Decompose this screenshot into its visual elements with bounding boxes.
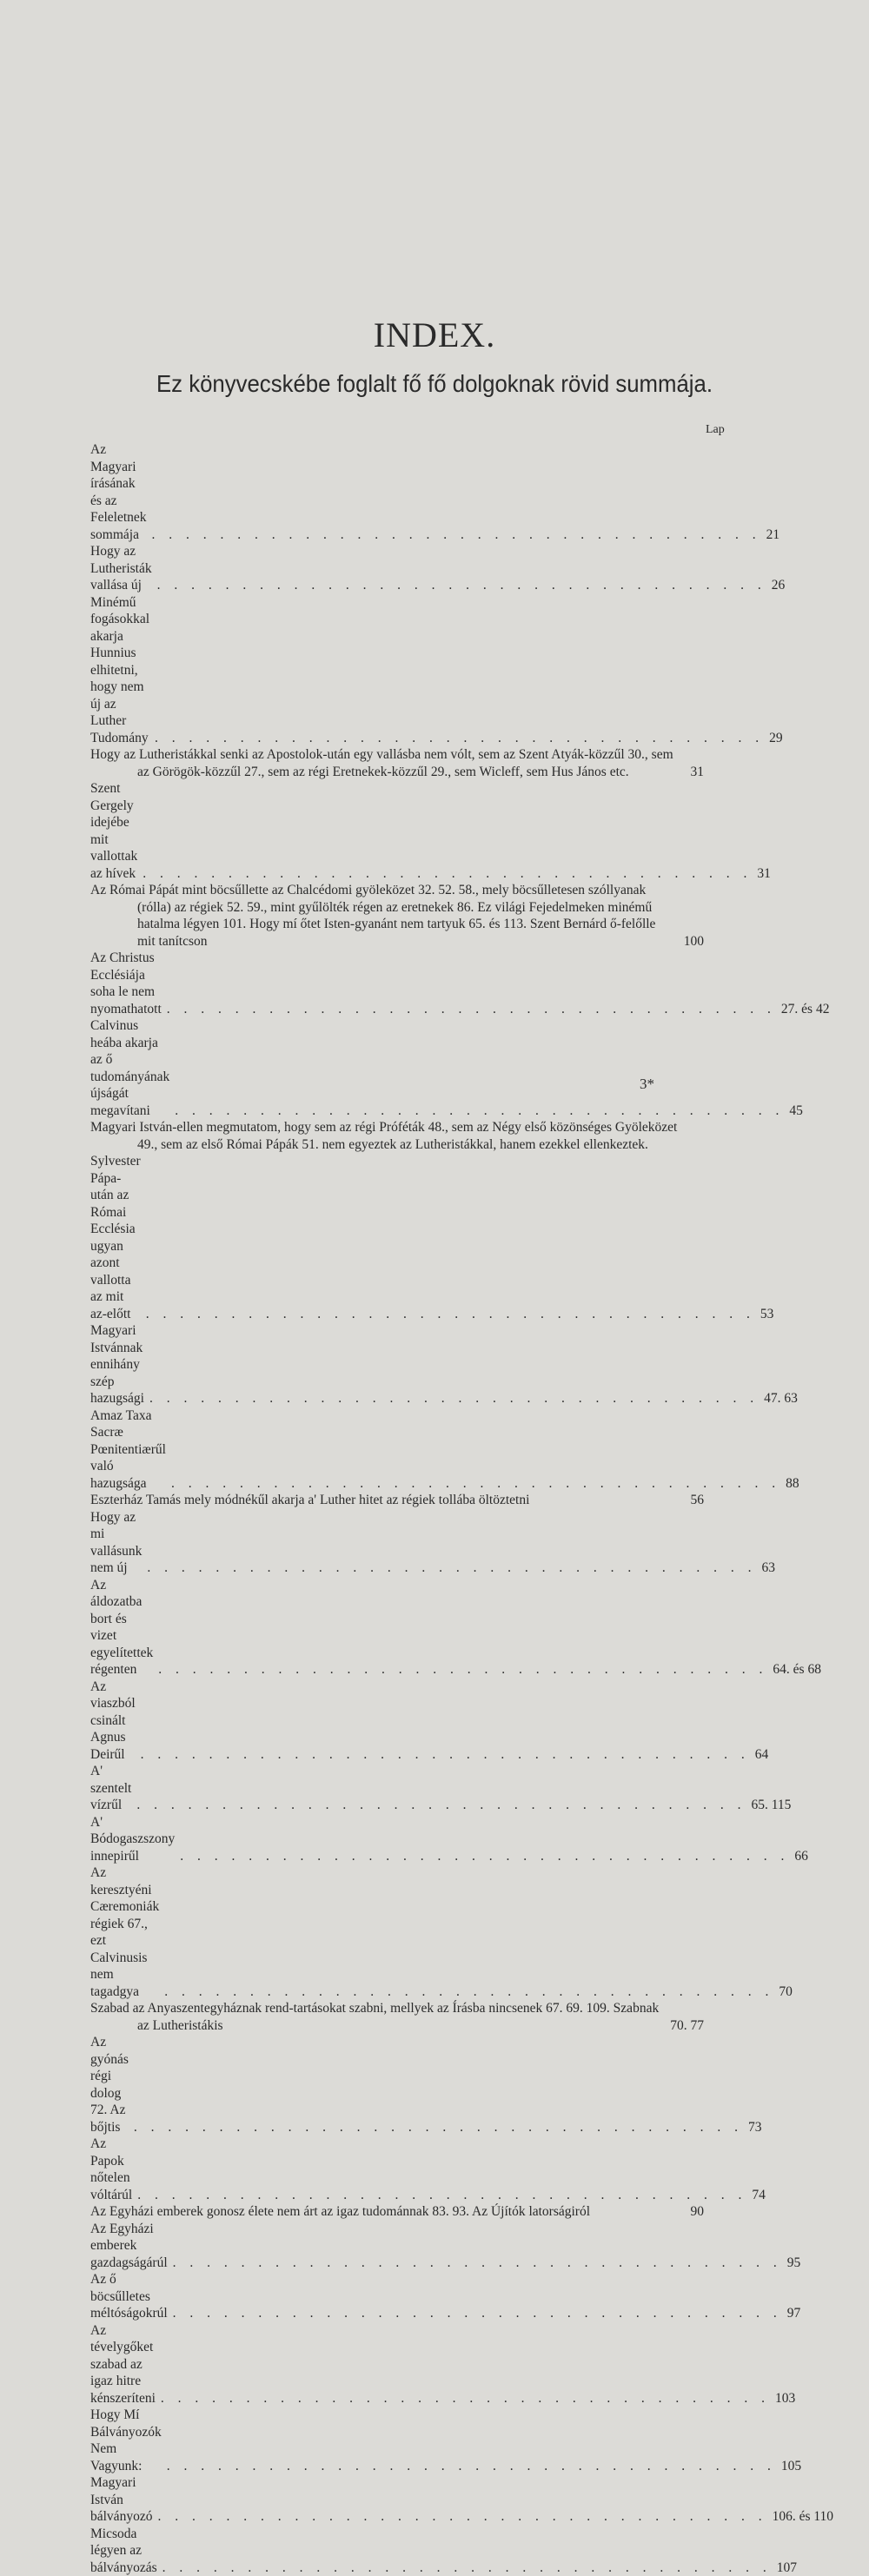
index-entry-page: 97 [782, 2305, 801, 2322]
index-entry [90, 2526, 704, 2576]
index-entry-text: Az tévelygőket szabad az igaz hitre kénszeríteni [90, 2322, 161, 2407]
dot-leader: . . . . . . . . . . . . . . . . . . . . . . . . . . . . . . . . . . . . [136, 1797, 746, 1814]
dot-leader: . . . . . . . . . . . . . . . . . . . . . . . . . . . . . . . . . . . . [152, 526, 761, 544]
dot-leader: . . . . . . . . . . . . . . . . . . . . . . . . . . . . . . . . . . . . [180, 1848, 789, 1865]
index-entries [90, 441, 704, 2576]
index-entry [90, 2136, 704, 2203]
dot-leader: . . . . . . . . . . . . . . . . . . . . . . . . . . . . . . . . . . . . [163, 2559, 772, 2576]
index-entry [90, 1407, 704, 1493]
index-entry [90, 1322, 704, 1407]
index-entry-text: Az Római Pápát mint böcsűllette az Chalcédomi gyöleközet 32. 52. 58., mely böcsűlletesen szóllyanak (rólla) az régiek 52. 59., mint gyűlölték régen az eretnekek 86. Ez világi Fejedelmeken minémű hatalma légyen 101. Hogy mí őtet Isten-gyanánt nem tartyuk 65. és 113. Szent Bernárd ő-felőlle mit tanítcson [90, 882, 679, 950]
index-entry-page: 105 [776, 2458, 801, 2475]
index-entry-page: 90 [686, 2203, 705, 2221]
index-entry-page: 107 [772, 2559, 797, 2576]
index-entry-page: 95 [782, 2255, 801, 2272]
dot-leader: . . . . . . . . . . . . . . . . . . . . . . . . . . . . . . . . . . . . [143, 865, 752, 883]
index-entry [90, 1864, 704, 2000]
index-entry-text: Az áldozatba bort és vizet egyelítettek régenten [90, 1577, 158, 1679]
index-entry-page: 88 [780, 1475, 799, 1493]
page-column-header: Lap [706, 423, 725, 437]
index-entry-page: 74 [746, 2187, 766, 2204]
index-entry [90, 950, 704, 1017]
index-entry-text: Hogy az mi vallásunk nem új [90, 1509, 147, 1577]
dot-leader: . . . . . . . . . . . . . . . . . . . . . . . . . . . . . . . . . . . . [137, 2187, 746, 2204]
dot-leader: . . . . . . . . . . . . . . . . . . . . . . . . . . . . . . . . . . . . [134, 2119, 743, 2136]
dot-leader: . . . . . . . . . . . . . . . . . . . . . . . . . . . . . . . . . . . . [167, 1001, 776, 1018]
index-entry-text: Az Egyházi emberek gazdagságárúl [90, 2221, 173, 2272]
dot-leader: . . . . . . . . . . . . . . . . . . . . . . . . . . . . . . . . . . . . [155, 730, 764, 747]
index-entry-text: Az gyónás régi dolog 72. Az bőjtis [90, 2034, 134, 2136]
index-entry [90, 1763, 704, 1814]
dot-leader: . . . . . . . . . . . . . . . . . . . . . . . . . . . . . . . . . . . . [157, 577, 766, 594]
index-entry [90, 2474, 704, 2526]
index-entry-text: Magyari István bálványozó [90, 2474, 157, 2526]
page-title: INDEX. [0, 315, 869, 355]
index-entry-page: 31 [686, 764, 705, 781]
index-entry-text: Eszterház Tamás mely módnékűl akarja a' Luther hitet az régiek tollába öltöztetni [90, 1492, 686, 1509]
index-entry [90, 2407, 704, 2474]
index-entry [90, 780, 704, 882]
index-entry-page: 65. 115 [746, 1797, 791, 1814]
dot-leader: . . . . . . . . . . . . . . . . . . . . . . . . . . . . . . . . . . . . [173, 2255, 782, 2272]
index-entry [90, 2203, 704, 2221]
index-entry-page: 47. 63 [759, 1390, 798, 1407]
index-entry [90, 2221, 704, 2272]
dot-leader: . . . . . . . . . . . . . . . . . . . . . . . . . . . . . . . . . . . . [158, 1661, 767, 1679]
index-entry-page: 64 [750, 1746, 769, 1764]
index-entry [90, 543, 704, 594]
index-entry-text: Az Magyari írásának és az Feleletnek sommája [90, 441, 152, 543]
dot-leader: . . . . . . . . . . . . . . . . . . . . . . . . . . . . . . . . . . . . [147, 1560, 756, 1577]
index-entry-page: 63 [757, 1560, 776, 1577]
dot-leader: . . . . . . . . . . . . . . . . . . . . . . . . . . . . . . . . . . . . [141, 1746, 750, 1764]
index-entry-page: 27. és 42 [776, 1001, 830, 1018]
index-entry-text: Amaz Taxa Sacræ Pœnitentiærűl való hazugsága [90, 1407, 171, 1493]
index-entry-text: Szabad az Anyaszentegyháznak rend-tartásokat szabni, mellyek az Írásba nincsenek 67. 69. 109. Szabnak az Lutheristákis [90, 2000, 665, 2034]
index-entry-page: 103 [770, 2390, 795, 2407]
dot-leader: . . . . . . . . . . . . . . . . . . . . . . . . . . . . . . . . . . . . [167, 2458, 776, 2475]
index-entry-text: Micsoda légyen az bálványozás [90, 2526, 163, 2576]
index-entry-text: Az keresztyéni Cæremoniák régiek 67., ezt Calvinusis nem tagadgya [90, 1864, 164, 2000]
index-entry-text: Az Papok nőtelen vóltárúl [90, 2136, 137, 2203]
page-subtitle: Ez könyvecskébe foglalt fő fő dolgoknak rövid summája. [35, 370, 834, 398]
index-entry-page: 53 [755, 1306, 774, 1323]
index-entry [90, 1509, 704, 1577]
index-entry [90, 1153, 704, 1322]
index-entry-text: Hogy az Lutheristák vallása új [90, 543, 157, 594]
dot-leader: . . . . . . . . . . . . . . . . . . . . . . . . . . . . . . . . . . . . [164, 1983, 773, 2001]
index-entry-text: Magyari István-ellen megmutatom, hogy sem az régi Próféták 48., sem az Négy első közönséges Gyöleközet 49., sem az első Római Pápák 51. nem egyeztek az Lutheristákkal, hanem ezekkel ellenkeztek. [90, 1119, 699, 1153]
dot-leader: . . . . . . . . . . . . . . . . . . . . . . . . . . . . . . . . . . . . [149, 1390, 759, 1407]
index-entry-text: A' szentelt vízrűl [90, 1763, 136, 1814]
book-page [0, 0, 869, 1173]
index-entry [90, 594, 704, 747]
index-entry [90, 441, 704, 543]
dot-leader: . . . . . . . . . . . . . . . . . . . . . . . . . . . . . . . . . . . . [173, 2305, 782, 2322]
index-entry-text: Az Christus Ecclésiája soha le nem nyomathatott [90, 950, 167, 1017]
index-entry [90, 882, 704, 950]
index-entry [90, 1017, 704, 1119]
index-entry-text: Hogy az Lutheristákkal senki az Apostolok-után egy vallásba nem vólt, sem az Szent Atyák-közzűl 30., sem az Görögök-közzűl 27., sem az régi Eretnekek-közzűl 29., sem Wicleff, sem Hus János etc. [90, 746, 686, 780]
index-entry [90, 1577, 704, 1679]
index-entry-text: Az ő böcsűlletes méltóságokrúl [90, 2271, 173, 2322]
index-entry-text: Calvinus heába akarja az ő tudományának újságát megavítani [90, 1017, 175, 1119]
index-entry-page: 66 [789, 1848, 808, 1865]
index-entry-page: 106. és 110 [767, 2508, 833, 2526]
index-entry-page: 70 [773, 1983, 793, 2001]
index-entry-page: 56 [686, 1492, 705, 1509]
index-entry-page: 45 [784, 1103, 803, 1120]
dot-leader: . . . . . . . . . . . . . . . . . . . . . . . . . . . . . . . . . . . . [171, 1475, 780, 1493]
dot-leader: . . . . . . . . . . . . . . . . . . . . . . . . . . . . . . . . . . . . [157, 2508, 766, 2526]
index-entry-text: Az viaszból csinált Agnus Deirűl [90, 1679, 141, 1764]
signature-mark: 3* [640, 1076, 654, 1093]
index-entry [90, 2271, 704, 2322]
index-entry-text: Sylvester Pápa-után az Római Ecclésia ugyan azont vallotta az mit az-előtt [90, 1153, 146, 1322]
index-entry-page: 64. és 68 [767, 1661, 821, 1679]
index-entry-page: 21 [761, 526, 780, 544]
dot-leader: . . . . . . . . . . . . . . . . . . . . . . . . . . . . . . . . . . . . [146, 1306, 755, 1323]
index-entry [90, 2000, 704, 2034]
index-entry-page: 73 [743, 2119, 762, 2136]
index-entry [90, 1492, 704, 1509]
index-entry-page: 31 [752, 865, 771, 883]
index-entry-page: 100 [679, 933, 704, 950]
index-entry [90, 2322, 704, 2407]
index-entry-page: 29 [764, 730, 783, 747]
index-entry-page: 70. 77 [665, 2017, 704, 2035]
index-entry-text: A' Bódogaszszony innepirűl [90, 1814, 180, 1865]
index-entry [90, 746, 704, 780]
index-entry-text: Minémű fogásokkal akarja Hunnius elhitetni, hogy nem új az Luther Tudomány [90, 594, 155, 747]
index-entry [90, 1679, 704, 1764]
index-entry-page: 26 [766, 577, 786, 594]
index-entry-text: Az Egyházi emberek gonosz élete nem árt az igaz tudománnak 83. 93. Az Újítók latorságiról [90, 2203, 686, 2221]
index-entry [90, 2034, 704, 2136]
dot-leader: . . . . . . . . . . . . . . . . . . . . . . . . . . . . . . . . . . . . [161, 2390, 770, 2407]
index-entry-text: Szent Gergely idejébe mit vallottak az hívek [90, 780, 143, 882]
index-entry-text: Magyari Istvánnak ennihány szép hazugsági [90, 1322, 149, 1407]
index-entry [90, 1119, 704, 1153]
index-entry [90, 1814, 704, 1865]
index-entry-text: Hogy Mí Bálványozók Nem Vagyunk: [90, 2407, 167, 2474]
dot-leader: . . . . . . . . . . . . . . . . . . . . . . . . . . . . . . . . . . . . [175, 1103, 784, 1120]
